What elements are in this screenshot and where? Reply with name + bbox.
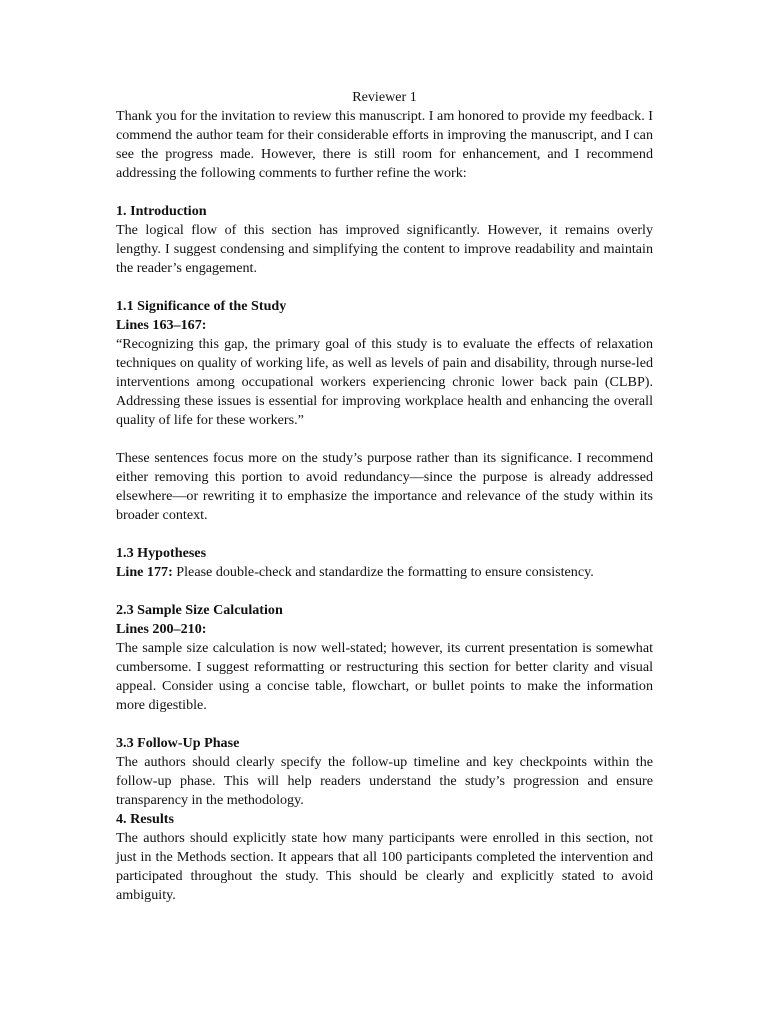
spacer — [116, 278, 653, 297]
document-page — [116, 88, 653, 905]
hypotheses-body: Please double-check and standardize the formatting to ensure consistency. — [172, 564, 594, 580]
follow-up-heading: 3.3 Follow-Up Phase — [116, 735, 240, 751]
spacer — [116, 430, 653, 449]
sample-size-paragraph: The sample size calculation is now well-stated; however, its current presentation is somewhat cumbersome. I suggest reformatting or restructuring this section for better clarity and visual appeal. Consider using a concise table, flowchart, or bullet points to make the information more digestible. — [116, 640, 653, 713]
hypotheses-heading: 1.3 Hypotheses — [116, 545, 207, 561]
significance-quote: “Recognizing this gap, the primary goal of this study is to evaluate the effects of relaxation techniques on quality of working life, as well as levels of pain and disability, through nurse-led interventions among occupational workers experiencing chronic lower back pain (CLBP). Addressing these issues is essential for improving workplace health and enhancing the overall quality of life for these workers.” — [116, 336, 653, 428]
significance-heading: 1.1 Significance of the Study — [116, 298, 287, 314]
significance-comment: These sentences focus more on the study’s purpose rather than its significance. I recommend either removing this portion to avoid redundancy—since the purpose is already addressed elsewhere—or rewriting it to emphasize the importance and relevance of the study within its broader context. — [116, 450, 653, 523]
sample-size-lines-label: Lines 200–210: — [116, 621, 207, 637]
document-title: Reviewer 1 — [352, 89, 417, 105]
significance-lines-label: Lines 163–167: — [116, 317, 207, 333]
intro-paragraph: Thank you for the invitation to review this manuscript. I am honored to provide my feedback. I commend the author team for their considerable efforts in improving the manuscript, and I can see the progress made. However, there is still room for enhancement, and I recommend addressing the following comments to further refine the work: — [116, 108, 653, 181]
spacer — [116, 715, 653, 734]
hypotheses-paragraph — [116, 563, 653, 582]
follow-up-paragraph: The authors should clearly specify the follow-up timeline and key checkpoints within the follow-up phase. This will help readers understand the study’s progression and ensure transparency in the methodology. — [116, 754, 653, 808]
results-paragraph: The authors should explicitly state how many participants were enrolled in this section, not just in the Methods section. It appears that all 100 participants completed the intervention and participated throughout the study. This should be clearly and explicitly stated to avoid ambiguity. — [116, 830, 653, 903]
introduction-heading: 1. Introduction — [116, 203, 207, 219]
results-heading: 4. Results — [116, 811, 174, 827]
introduction-paragraph: The logical flow of this section has improved significantly. However, it remains overly lengthy. I suggest condensing and simplifying the content to improve readability and maintain the reader’s engagement. — [116, 222, 653, 276]
spacer — [116, 183, 653, 202]
spacer — [116, 525, 653, 544]
hypotheses-line-label: Line 177: — [116, 564, 173, 580]
sample-size-heading: 2.3 Sample Size Calculation — [116, 602, 283, 618]
spacer — [116, 582, 653, 601]
